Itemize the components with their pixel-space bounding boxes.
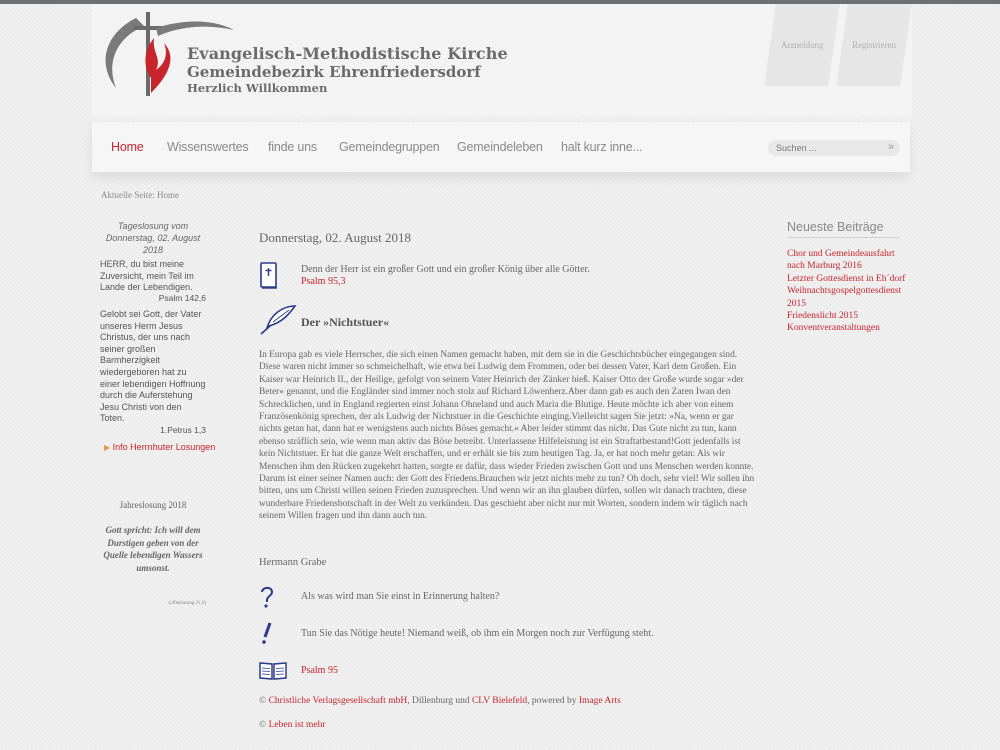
arrow-right-icon: ▶ [104,443,111,452]
cv-link[interactable]: Christliche Verlagsgesellschaft mbH [268,696,408,706]
jahreslosung-ref: (offenbarung 21,6) [168,601,206,606]
daily-verse-ref[interactable]: Psalm 95,3 [301,276,346,287]
nav-halt-kurz-inne[interactable]: halt kurz inne... [561,140,643,154]
tageslosung-verse1-ref: Psalm 142,6 [158,293,206,303]
credit-mid: , Dillenburg und [407,696,470,706]
question-mark-icon [259,585,275,609]
nav-home[interactable]: Home [111,140,144,154]
recent-posts-title: Neueste Beiträge [787,220,899,238]
bible-icon [259,262,279,290]
login-label[interactable]: Anmeldung [780,40,824,50]
recent-post-item[interactable]: Chor und Gemeindeausfahrt nach Marburg 2016 [787,249,895,272]
open-book-icon [259,660,287,680]
article-body: In Europa gab es viele Herrscher, die sich einen Namen gemacht haben, mit dem sie in die Geschichtsbücher eingegangen sind. Diese waren nicht immer so schmeichelhaft, wie etwa bei Ludwig dem Frommen, oder bei dessen Vater, Karl dem Großen. Ein Kaiser war Heinrich II., der Heilige, gefolgt von seinem Vater Heinrich der Zänker hieß. Kaiser Otto der Große wurde sogar »der Beter« genannt, und die Engländer sind immer noch stolz auf Richard Löwenherz.Aber dann gab es auch den Zaren Iwan den Schrecklichen, und in England regierten einst Johann Ohneland und auch Maria die Blutige. Heute möchte ich aber von einem Französenkönig sprechen, der als Ludwig der Nichtstuer in die Geschichte einging.Vielleicht sagen Sie jetzt: »Na, wenn er gar nichts getan hat, dann hat er wenigstens auch nichts Böses gemacht.« Aber leider stimmt das nicht. Das Gute nicht zu tun, kann ebenso sträflich sein, wie wenn man aktiv das Böse betreibt. Unterlassene Hilfeleistung ist ein Straftatbestand!Gott jedenfalls ist kein Nichtstuer. Er hat die ganze Welt erschaffen, und er erhält sie bis zum heutigen Tag. Ja, er hat noch mehr getan: Als wir Menschen ihm den Rücken zugekehrt hatten, sorgte er dafür, dass wieder Frieden zwischen Gott und uns Menschen werden konnte. Darum ist einer seiner Namen auch: der Gott des Friedens.Brauchen wir jetzt nichts mehr zu tun? Oh doch, sehr viel! Wir sollen ihn bitten, uns um Christi willen seinen Frieden zuzusprechen. Und wenn wir an ihn glauben dürfen, sollen wir danach trachten, diese wunderbare Friedensbotschaft in der Welt zu verkünden. Das geschieht aber nicht nur mit Worten, sondern indem wir täglich nach seinem Willen fragen und ihn dann auch tun. [259,350,755,522]
bible-reading-link[interactable]: Psalm 95 [301,665,338,676]
register-label[interactable]: Registrieren [852,40,896,50]
copyright-symbol-2: © [259,720,267,730]
recent-post-item[interactable]: Weihnachtsgospelgottesdienst 2015 [787,286,902,309]
article-date: Donnerstag, 02. August 2018 [259,230,412,245]
clv-link[interactable]: CLV Bielefeld [471,696,528,706]
site-title-line2: Gemeindebezirk Ehrenfriedersdorf [187,63,481,81]
login-tab[interactable] [764,4,840,86]
herrnhut-link-label[interactable]: Info Herrnhuter Losungen [112,442,216,452]
daily-verse-text: Denn der Herr ist ein großer Gott und ein großer König über alle Götter. [301,264,590,275]
search-input[interactable] [768,140,900,156]
search-submit-icon[interactable]: » [887,141,894,153]
credits-line [259,696,621,706]
reflection-question: Als was wird man Sie einst in Erinnerung halten? [301,591,500,602]
jahreslosung-text: Gott spricht: Ich will dem Durstigen geben von der Quelle lebendigen Wassers umsonst. [103,525,203,573]
copyright-symbol: © [259,696,267,706]
leben-ist-mehr-link[interactable]: Leben ist mehr [268,720,326,730]
search-placeholder[interactable]: Suchen ... [776,143,817,153]
reflection-action: Tun Sie das Nötige heute! Niemand weiß, ob ihm ein Morgen noch zur Verfügung steht. [301,628,654,639]
nav-gemeindegruppen[interactable]: Gemeindegruppen [339,140,440,154]
recent-post-item[interactable]: Letzter Gottesdienst in Eh´dorf [787,273,906,284]
tageslosung-verse2-ref: 1.Petrus 1,3 [160,425,206,435]
nav-finde-uns[interactable]: finde uns [268,140,317,154]
credits-line-2 [259,720,326,730]
recent-post-item[interactable]: Konventveranstaltungen [787,323,880,334]
article-author: Hermann Grabe [259,557,327,568]
site-subtitle: Herzlich Willkommen [187,81,328,95]
exclamation-mark-icon [259,621,275,645]
nav-gemeindeleben[interactable]: Gemeindeleben [457,140,543,154]
site-title [187,44,508,95]
quill-icon [259,304,297,336]
image-arts-link[interactable]: Image Arts [578,696,621,706]
register-tab[interactable] [836,4,912,86]
credit-powered: , powered by [527,696,577,706]
herrnhut-link[interactable] [104,442,215,452]
jahreslosung-title: Jahreslosung 2018 [119,500,187,510]
nav-wissenswertes[interactable]: Wissenswertes [167,140,249,154]
site-title-line1: Evangelisch-Methodistische Kirche [187,44,508,63]
tageslosung-title: Tageslosung vom Donnerstag, 02. August 2018 [105,221,201,255]
recent-posts-list [787,248,912,335]
article-heading: Der »Nichtstuer« [301,315,390,329]
tageslosung-verse1: HERR, du bist meine Zuversicht, mein Teil im Lande der Lebendigen. [100,259,194,293]
tageslosung-verse2: Gelobt sei Gott, der Vater unseres Herm Jesus Christus, der uns nach seiner großen Barmherzigkeit wiedergeboren hat zu einer lebendigen Hoffnung durch die Auferstehung Jesu Christi von den Toten. [100,309,206,424]
recent-post-item[interactable]: Friedenslicht 2015 [787,311,858,322]
breadcrumb: Aktuelle Seite: Home [101,190,179,200]
